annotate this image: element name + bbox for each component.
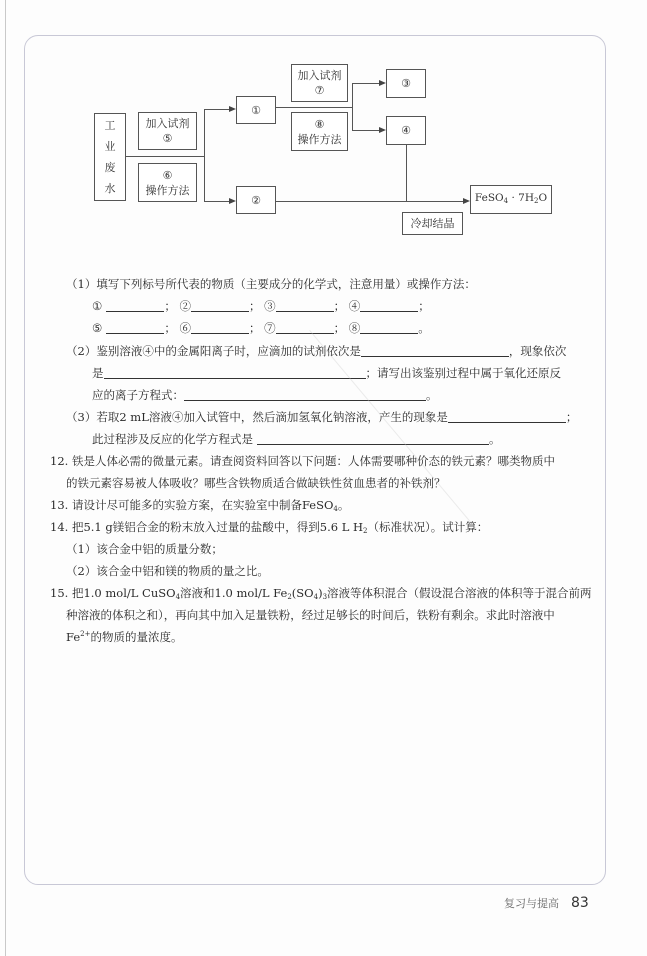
industrial-wastewater-box xyxy=(94,113,126,201)
connector xyxy=(276,201,464,202)
connector xyxy=(352,83,380,84)
answer-blank[interactable] xyxy=(104,366,366,379)
section-title: 复习与提高 xyxy=(504,897,559,910)
box-label: 操作方法 xyxy=(297,132,342,146)
arrow-icon xyxy=(379,127,386,133)
answer-blank[interactable] xyxy=(191,299,249,312)
connector xyxy=(126,156,205,157)
q12-line2: 的铁元素容易被人体吸收？哪些含铁物质适合做缺铁性贫血患者的补铁剂？ xyxy=(66,476,446,490)
q13: 13. 请设计尽可能多的实验方案，在实验室中制备FeSO$_4$。 xyxy=(50,498,350,513)
q11-part2-line1: （2）鉴别溶液④中的金属阳离子时，应滴加的试剂依次是 ，现象依次 xyxy=(66,344,567,358)
answer-blank[interactable] xyxy=(106,299,164,312)
crystallize-box xyxy=(402,212,463,235)
source-char: 业 xyxy=(104,140,116,153)
answer-blank[interactable] xyxy=(106,321,164,334)
page-edge xyxy=(5,0,6,956)
q14-part1: （1）该合金中铝的质量分数； xyxy=(66,542,223,556)
operation-8-box xyxy=(291,112,348,151)
node-label: ③ xyxy=(401,77,411,90)
q14-part2: （2）该合金中铝和镁的物质的量之比。 xyxy=(66,564,269,578)
q15-line2: 种溶液的体积之和），再向其中加入足量铁粉，经过足够长的时间后，铁粉有剩余。求此时溶液中 xyxy=(66,608,555,622)
box-label: 操作方法 xyxy=(145,183,190,197)
answer-blank[interactable] xyxy=(191,321,249,334)
node-3-box xyxy=(386,69,426,98)
q11-part1-row1: ① ； ② ； ③ ； ④ ； xyxy=(92,299,430,313)
product-box xyxy=(470,185,552,214)
q11-part1-row2: ⑤ ； ⑥ ； ⑦ ； ⑧ 。 xyxy=(92,321,430,335)
answer-blank[interactable] xyxy=(276,321,334,334)
box-label: ⑦ xyxy=(314,84,325,97)
box-label: ⑤ xyxy=(162,132,173,145)
connector xyxy=(352,83,353,131)
q11-part1-prompt: （1）填写下列标号所代表的物质（主要成分的化学式，注意用量）或操作方法： xyxy=(66,277,476,291)
box-label: ⑥ xyxy=(162,168,173,182)
node-label: ④ xyxy=(401,124,411,137)
reagent-5-box xyxy=(138,112,197,150)
connector xyxy=(276,107,353,108)
answer-blank[interactable] xyxy=(276,299,334,312)
arrow-icon xyxy=(229,198,236,204)
arrow-icon xyxy=(379,80,386,86)
node-4-box xyxy=(386,116,426,145)
q14: 14. 把5.1 g镁铝合金的粉末放入过量的盐酸中，得到5.6 L $H_2$（标准状况）。试计算： xyxy=(50,520,489,535)
answer-blank[interactable] xyxy=(448,410,566,423)
connector xyxy=(204,201,230,202)
q15-line1: 15. 把1.0 mol/L CuSO$_4$溶液和1.0 mol/L $Fe_2(SO_4)_3$溶液等体积混合（假设混合溶液的体积等于混合前两 xyxy=(50,586,592,601)
q11-part2-line3: 应的离子方程式： 。 xyxy=(92,388,438,402)
arrow-icon xyxy=(463,198,470,204)
page-footer xyxy=(504,895,589,911)
operation-6-box xyxy=(138,163,197,202)
answer-blank[interactable] xyxy=(360,321,418,334)
connector xyxy=(204,109,205,202)
box-label: ⑧ xyxy=(314,117,325,131)
q11-part2-line2: 是 ；请写出该鉴别过程中属于氧化还原反 xyxy=(92,366,561,380)
q11-part3-line2: 此过程涉及反应的化学方程式是 。 xyxy=(92,432,501,446)
reagent-7-box xyxy=(291,64,348,102)
box-label: 加入试剂 xyxy=(297,69,342,82)
node-label: ② xyxy=(251,193,261,207)
product-formula: FeSO$_4$ · $7H_2O$ xyxy=(474,191,548,205)
arrow-icon xyxy=(229,106,236,112)
node-label: ① xyxy=(251,103,261,117)
connector xyxy=(352,130,380,131)
node-1-box xyxy=(236,96,276,124)
q11-part3-line1: （3）若取2 mL溶液④加入试管中，然后滴加氢氧化钠溶液，产生的现象是 ； xyxy=(66,410,578,424)
answer-blank[interactable] xyxy=(361,344,509,357)
connector xyxy=(204,109,230,110)
box-label: 冷却结晶 xyxy=(410,217,455,230)
source-char: 废 xyxy=(104,161,116,174)
node-2-box xyxy=(236,186,276,214)
box-label: 加入试剂 xyxy=(145,117,190,130)
connector xyxy=(406,145,407,202)
source-char: 工 xyxy=(104,119,116,132)
answer-blank[interactable] xyxy=(184,388,426,401)
answer-blank[interactable] xyxy=(360,299,418,312)
page-number: 83 xyxy=(571,895,589,911)
q12-line1: 12. 铁是人体必需的微量元素。请查阅资料回答以下问题：人体需要哪种价态的铁元素？哪类物质中 xyxy=(50,454,555,468)
source-char: 水 xyxy=(104,182,116,195)
q15-line3: $Fe^{2+}$的物质的量浓度。 xyxy=(66,630,183,644)
answer-blank[interactable] xyxy=(257,432,489,445)
